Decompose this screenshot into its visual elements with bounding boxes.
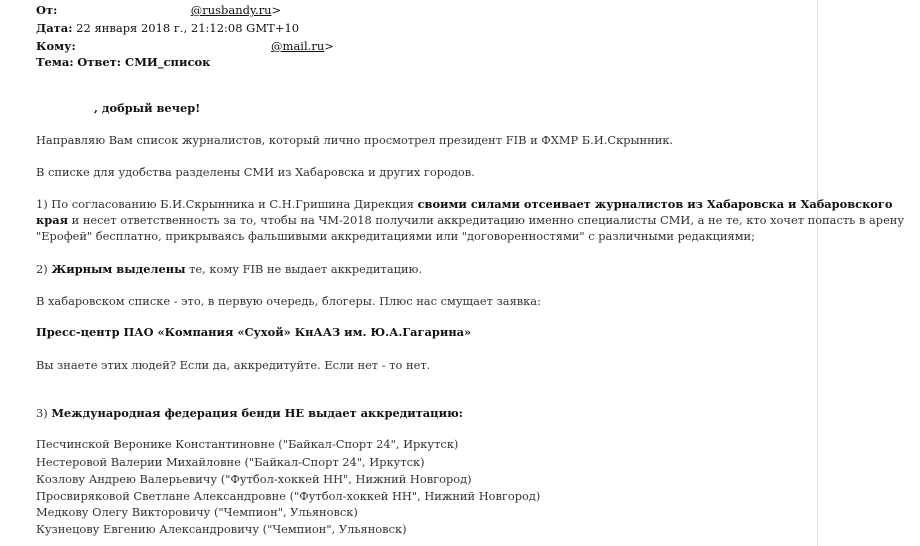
from-row <box>36 3 281 17</box>
paragraph-3-line-1: 1) По согласованию Б.И.Скрынника и С.Н.Гришина Дирекция своими силами отсеивает журналистов из Хабаровска и Хабаровского <box>36 197 893 211</box>
greeting: , добрый вечер! <box>94 101 201 115</box>
to-row <box>36 39 334 53</box>
to-suffix: > <box>324 39 334 53</box>
list-item: Медкову Олегу Викторовичу ("Чемпион", Ульяновск) <box>36 505 358 519</box>
date-row <box>36 21 299 35</box>
paragraph-6: Пресс-центр ПАО «Компания «Сухой» КнААЗ им. Ю.А.Гагарина» <box>36 325 472 339</box>
paragraph-4: 2) Жирным выделены те, кому FIB не выдает аккредитацию. <box>36 262 423 276</box>
list-item: Кузнецову Евгению Александровичу ("Чемпион", Ульяновск) <box>36 522 407 536</box>
from-suffix: > <box>271 3 282 17</box>
paragraph-1: Направляю Вам список журналистов, который лично просмотрел президент FIB и ФХМР Б.И.Скрынник. <box>36 133 674 147</box>
list-item: Козлову Андрею Валерьевичу ("Футбол-хоккей НН", Нижний Новгород) <box>36 472 472 486</box>
paragraph-7: Вы знаете этих людей? Если да, аккредитуйте. Если нет - то нет. <box>36 358 431 372</box>
date-label: Дата: <box>36 21 73 35</box>
from-email[interactable]: @rusbandy.ru <box>190 3 272 17</box>
paragraph-3-line-3: "Ерофей" бесплатно, прикрываясь фальшивыми аккредитациями или "договоренностями" с различными редакциями; <box>36 229 755 243</box>
list-item: Песчинской Веронике Константиновне ("Байкал-Спорт 24", Иркутск) <box>36 437 459 451</box>
to-email[interactable]: @mail.ru <box>271 39 325 53</box>
to-label: Кому: <box>36 39 76 53</box>
subject-row <box>36 55 210 69</box>
date-value: 22 января 2018 г., 21:12:08 GMT+10 <box>76 21 300 35</box>
paragraph-2: В списке для удобства разделены СМИ из Хабаровска и других городов. <box>36 165 475 179</box>
paragraph-5: В хабаровском списке - это, в первую очередь, блогеры. Плюс нас смущает заявка: <box>36 294 541 308</box>
from-label: От: <box>36 3 58 17</box>
subject-value: Ответ: СМИ_список <box>77 55 211 69</box>
subject-label: Тема: <box>36 55 74 69</box>
list-item: Просвиряковой Светлане Александровне ("Футбол-хоккей НН", Нижний Новгород) <box>36 489 541 503</box>
list-item: Нестеровой Валерии Михайловне ("Байкал-Спорт 24", Иркутск) <box>36 455 425 469</box>
paragraph-8: 3) Международная федерация бенди НЕ выдает аккредитацию: <box>36 406 463 420</box>
paragraph-3-line-2: края и несет ответственность за то, чтобы на ЧМ-2018 получили аккредитацию именно специалисты СМИ, а не те, кто хочет попасть в арену <box>36 213 905 227</box>
